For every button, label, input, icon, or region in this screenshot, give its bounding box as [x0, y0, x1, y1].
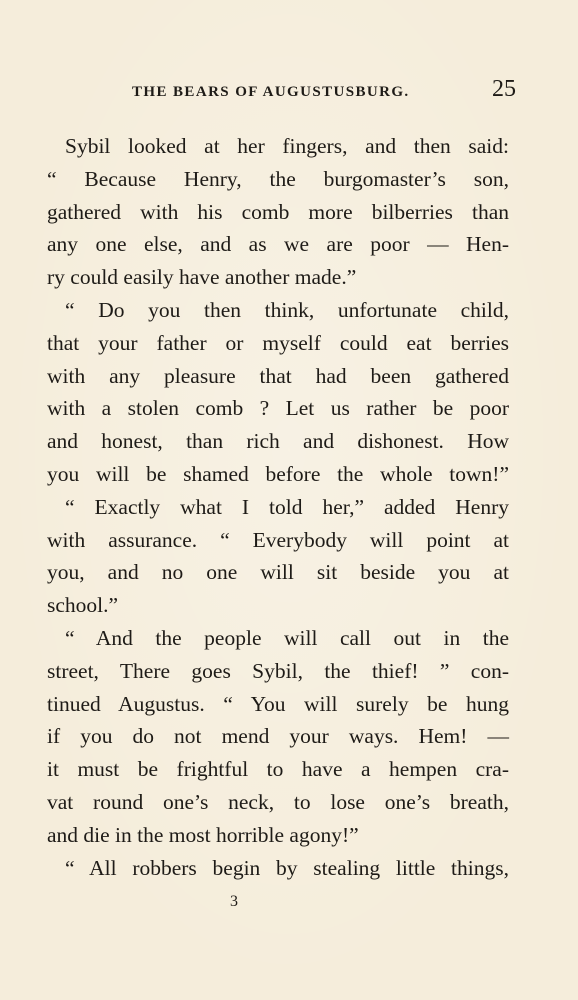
text-line: “ And the people will call out in the	[65, 625, 509, 650]
text-line: with assurance. “ Everybody will point at	[47, 527, 509, 552]
text-line: you, and no one will sit beside you at	[47, 560, 509, 585]
text-line: any one else, and as we are poor — Hen-	[47, 232, 509, 257]
text-line: and honest, than rich and dishonest. How	[47, 429, 509, 454]
text-line: “ Exactly what I told her,” added Henry	[65, 494, 509, 519]
text-line: “ All robbers begin by stealing little things,	[65, 855, 509, 880]
text-line: with any pleasure that had been gathered	[47, 363, 509, 388]
running-title: THE BEARS OF AUGUSTUSBURG.	[132, 84, 410, 100]
text-line: Sybil looked at her fingers, and then said:	[65, 134, 509, 158]
text-line: and die in the most horrible agony!”	[47, 822, 359, 847]
body-text	[47, 130, 509, 884]
text-line: tinued Augustus. “ You will surely be hung	[47, 691, 509, 716]
text-line: vat round one’s neck, to lose one’s breath,	[47, 789, 509, 814]
text-line: “ Because Henry, the burgomaster’s son,	[47, 166, 509, 191]
text-line: ry could easily have another made.”	[47, 265, 357, 290]
signature-mark: 3	[230, 893, 238, 910]
text-line: street, There goes Sybil, the thief! ” con-	[47, 658, 509, 683]
text-line: if you do not mend your ways. Hem! —	[47, 724, 509, 749]
text-line: that your father or myself could eat berries	[47, 330, 509, 355]
page-number: 25	[492, 76, 516, 102]
text-line: “ Do you then think, unfortunate child,	[65, 297, 509, 322]
text-line: you will be shamed before the whole town!”	[47, 461, 509, 486]
text-line: school.”	[47, 593, 119, 618]
text-line: it must be frightful to have a hempen cra-	[47, 757, 509, 782]
text-line: gathered with his comb more bilberries than	[47, 199, 509, 224]
text-line: with a stolen comb ? Let us rather be poor	[47, 396, 509, 421]
